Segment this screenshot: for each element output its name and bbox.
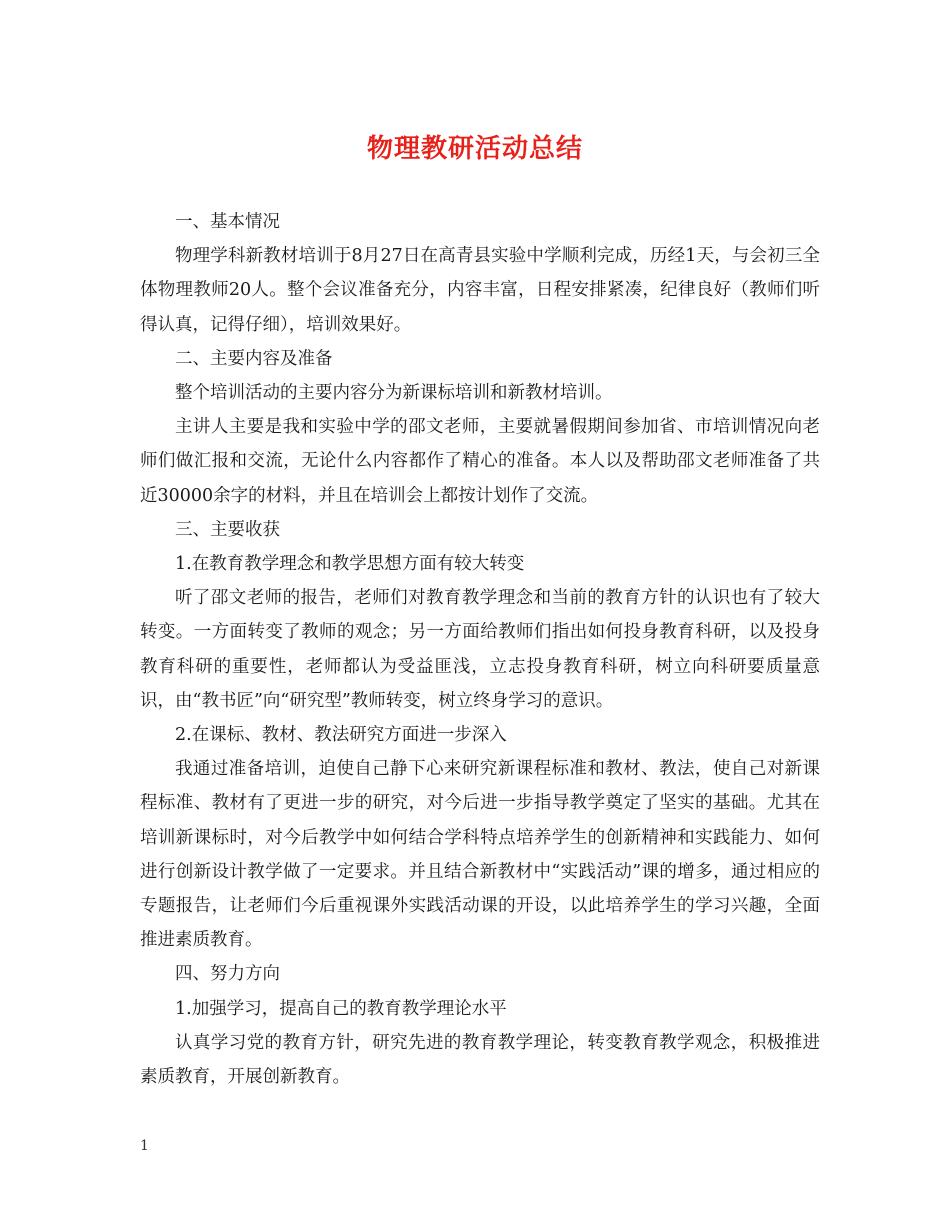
paragraph-training-content: 整个培训活动的主要内容分为新课标培训和新教材培训。 [175,383,613,404]
paragraph-teaching-philosophy: 听了邵文老师的报告，老师们对教育教学理念和当前的教育方针的认识也有了较大转变。一方面转变了教师的观念；另一方面给教师们指出如何投身教育科研，以及投身教育科研的重要性，老师都认为受益匪浅，立志投身教育科研，树立向科研要质量意识，由“教书匠”向“研究型”教师转变，树立终身学习的意识。 [140,588,820,711]
paragraph-curriculum-research: 我通过准备培训，迫使自己静下心来研究新课程标准和教材、教法，使自己对新课程标准、教材有了更进一步的研究，对今后进一步指导教学奠定了坚实的基础。尤其在培训新课标时，对今后教学中如何结合学科特点培养学生的创新精神和实践能力、如何进行创新设计教学做了一定要求。并且结合新教材中“实践活动”课的增多，通过相应的专题报告，让老师们今后重视课外实践活动课的开设，以此培养学生的学习兴趣，全面推进素质教育。 [140,759,820,951]
subheading-strengthen-learning: 1.加强学习，提高自己的教育教学理论水平 [175,998,507,1019]
section-heading-direction: 四、努力方向 [175,964,280,985]
paragraph-training-summary: 物理学科新教材培训于8月27日在高青县实验中学顺利完成，历经1天，与会初三全体物理教师20人。整个会议准备充分，内容丰富，日程安排紧凑，纪律良好（教师们听得认真，记得仔细），培训效果好。 [140,246,820,335]
paragraph-strengthen-learning: 认真学习党的教育方针，研究先进的教育教学理论，转变教育教学观念，积极推进素质教育，开展创新教育。 [140,1032,820,1088]
paragraph-speakers: 主讲人主要是我和实验中学的邵文老师，主要就暑假期间参加省、市培训情况向老师们做汇报和交流，无论什么内容都作了精心的准备。本人以及帮助邵文老师准备了共近30000余字的材料，并且在培训会上都按计划作了交流。 [140,417,820,506]
page-number: 1 [140,1138,149,1154]
document-title: 物理教研活动总结 [366,134,583,164]
section-heading-main-content: 二、主要内容及准备 [175,348,333,369]
subheading-teaching-philosophy: 1.在教育教学理念和教学思想方面有较大转变 [175,554,525,575]
section-heading-main-gains: 三、主要收获 [175,519,280,540]
subheading-curriculum-research: 2.在课标、教材、教法研究方面进一步深入 [175,725,507,746]
document-body [140,205,820,1094]
section-heading-basic-situation: 一、基本情况 [175,212,280,232]
